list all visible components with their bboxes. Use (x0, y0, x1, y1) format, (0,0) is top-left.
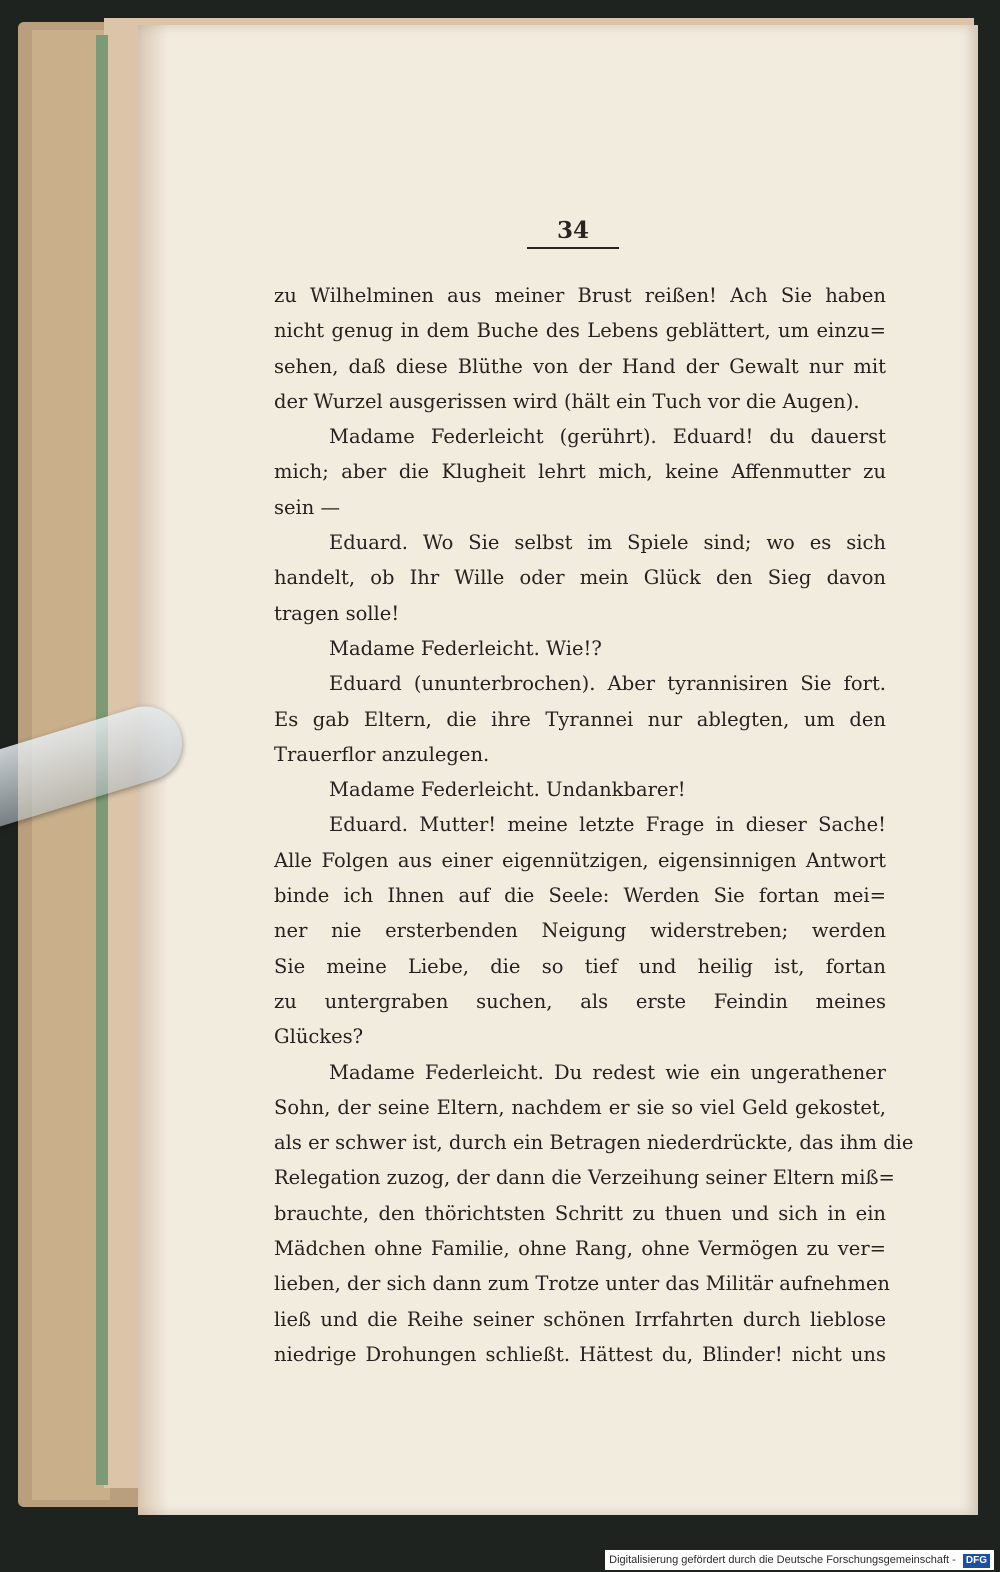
text-line: binde ich Ihnen auf die Seele: Werden Sie fortan mei= (274, 884, 886, 908)
text-line: Sie meine Liebe, die so tief und heilig ist, fortan (274, 954, 886, 978)
text-line: Madame Federleicht (gerührt). Eduard! du dauerst (329, 425, 886, 449)
text-line: als er schwer ist, durch ein Betragen niederdrückte, das ihm die (274, 1131, 914, 1155)
text-line: mich; aber die Klugheit lehrt mich, keine Affenmutter zu (274, 460, 886, 484)
text-line: Es gab Eltern, die ihre Tyrannei nur ablegten, um den (274, 707, 886, 731)
body-text (274, 278, 914, 1372)
text-line: Madame Federleicht. Wie!? (329, 636, 602, 660)
text-line: niedrige Drohungen schließt. Hättest du, Blinder! nicht uns (274, 1342, 886, 1366)
text-line: brauchte, den thörichtsten Schritt zu thuen und sich in ein (274, 1201, 886, 1225)
text-line: Eduard. Mutter! meine letzte Frage in dieser Sache! (329, 813, 886, 837)
dfg-logo-icon: DFG (963, 1554, 990, 1568)
digitization-footer (605, 1550, 994, 1570)
text-line: Mädchen ohne Familie, ohne Rang, ohne Vermögen zu ver= (274, 1237, 886, 1261)
text-line: Alle Folgen aus einer eigennützigen, eigensinnigen Antwort (274, 848, 886, 872)
text-line: nicht genug in dem Buche des Lebens geblättert, um einzu= (274, 319, 886, 343)
text-line: Relegation zuzog, der dann die Verzeihung seiner Eltern miß= (274, 1166, 895, 1190)
text-line: der Wurzel ausgerissen wird (hält ein Tuch vor die Augen). (274, 389, 860, 413)
text-line: zu untergraben suchen, als erste Feindin meines (274, 989, 886, 1013)
page-number-rule (527, 247, 619, 249)
text-line: ließ und die Reihe seiner schönen Irrfahrten durch lieblose (274, 1307, 886, 1331)
text-line: Trauerflor anzulegen. (274, 742, 490, 766)
text-line: tragen solle! (274, 601, 400, 625)
page-number: 34 (556, 217, 589, 244)
text-line: Madame Federleicht. Undankbarer! (329, 778, 686, 802)
text-line: lieben, der sich dann zum Trotze unter das Militär aufnehmen (274, 1272, 890, 1296)
text-line: Madame Federleicht. Du redest wie ein ungerathener (329, 1060, 886, 1084)
footer-text: Digitalisierung gefördert durch die Deutsche Forschungsgemeinschaft - (609, 1554, 956, 1566)
text-line: Eduard (ununterbrochen). Aber tyrannisiren Sie fort. (329, 672, 886, 696)
text-line: zu Wilhelminen aus meiner Brust reißen! Ach Sie haben (274, 284, 886, 307)
text-line: Eduard. Wo Sie selbst im Spiele sind; wo es sich (329, 531, 886, 555)
text-line: sehen, daß diese Blüthe von der Hand der Gewalt nur mit (274, 354, 886, 378)
text-line: ner nie ersterbenden Neigung widerstreben; werden (274, 919, 886, 943)
text-line: sein — (274, 495, 341, 519)
text-line: handelt, ob Ihr Wille oder mein Glück den Sieg davon (274, 566, 886, 590)
text-line: Glückes? (274, 1025, 364, 1049)
text-line: Sohn, der seine Eltern, nachdem er sie so viel Geld gekostet, (274, 1095, 886, 1119)
